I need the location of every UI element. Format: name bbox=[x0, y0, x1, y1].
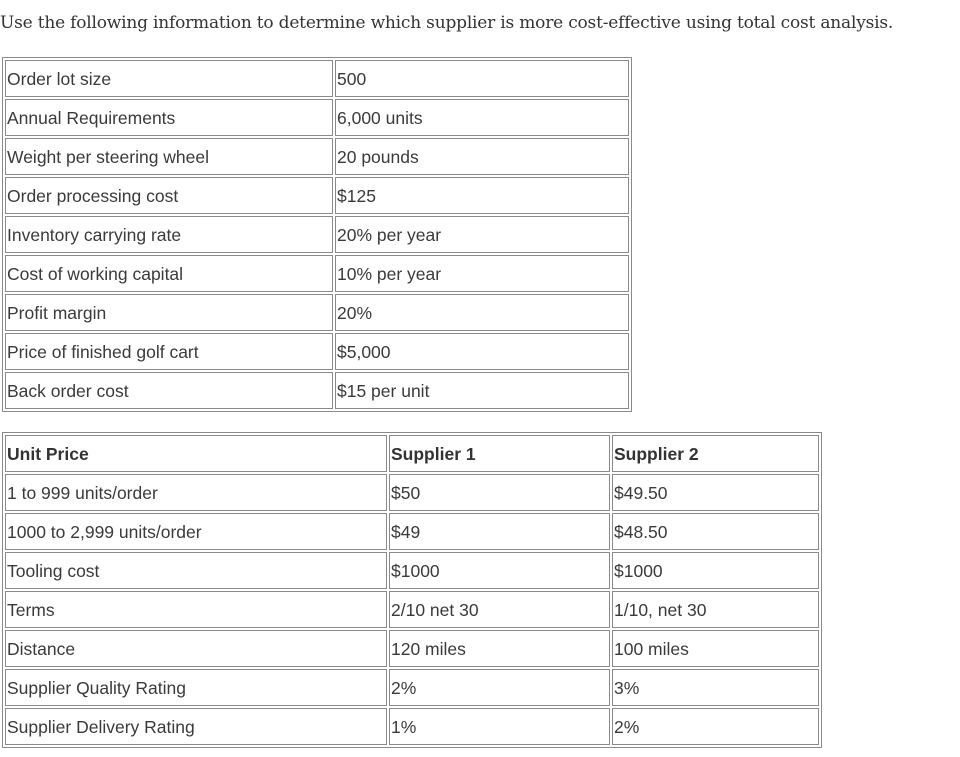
table-row bbox=[5, 294, 629, 331]
row-label: Tooling cost bbox=[5, 552, 387, 589]
row-label: Distance bbox=[5, 630, 387, 667]
table-row bbox=[5, 60, 629, 97]
parameter-value: 20% per year bbox=[335, 216, 629, 253]
column-header-supplier-2: Supplier 2 bbox=[612, 435, 819, 472]
parameter-label: Back order cost bbox=[5, 372, 333, 409]
parameter-value: 6,000 units bbox=[335, 99, 629, 136]
column-header-supplier-1: Supplier 1 bbox=[389, 435, 610, 472]
parameter-label: Profit margin bbox=[5, 294, 333, 331]
parameter-label: Order processing cost bbox=[5, 177, 333, 214]
row-label: Supplier Quality Rating bbox=[5, 669, 387, 706]
table-row bbox=[5, 552, 819, 589]
table-row bbox=[5, 255, 629, 292]
parameter-value: 20% bbox=[335, 294, 629, 331]
table-row bbox=[5, 216, 629, 253]
row-label: Supplier Delivery Rating bbox=[5, 708, 387, 745]
parameter-label: Price of finished golf cart bbox=[5, 333, 333, 370]
table-row bbox=[5, 591, 819, 628]
cost-parameters-table bbox=[2, 57, 632, 412]
supplier-1-value: $50 bbox=[389, 474, 610, 511]
supplier-1-value: 2% bbox=[389, 669, 610, 706]
parameter-label: Order lot size bbox=[5, 60, 333, 97]
supplier-1-value: $49 bbox=[389, 513, 610, 550]
supplier-2-value: $48.50 bbox=[612, 513, 819, 550]
table-row bbox=[5, 708, 819, 745]
intro-text: Use the following information to determine which supplier is more cost-effective using total cost analysis. bbox=[0, 13, 894, 33]
parameter-value: $15 per unit bbox=[335, 372, 629, 409]
supplier-2-value: 1/10, net 30 bbox=[612, 591, 819, 628]
parameter-label: Cost of working capital bbox=[5, 255, 333, 292]
supplier-2-value: 100 miles bbox=[612, 630, 819, 667]
supplier-1-value: 1% bbox=[389, 708, 610, 745]
row-label: Terms bbox=[5, 591, 387, 628]
parameter-value: 20 pounds bbox=[335, 138, 629, 175]
supplier-2-value: $1000 bbox=[612, 552, 819, 589]
supplier-2-value: $49.50 bbox=[612, 474, 819, 511]
table-row bbox=[5, 513, 819, 550]
table-row bbox=[5, 372, 629, 409]
table-row bbox=[5, 333, 629, 370]
table-row bbox=[5, 138, 629, 175]
table-row bbox=[5, 177, 629, 214]
table-row bbox=[5, 630, 819, 667]
table-row bbox=[5, 669, 819, 706]
supplier-1-value: 120 miles bbox=[389, 630, 610, 667]
parameter-label: Inventory carrying rate bbox=[5, 216, 333, 253]
parameter-label: Weight per steering wheel bbox=[5, 138, 333, 175]
column-header-unit-price: Unit Price bbox=[5, 435, 387, 472]
supplier-1-value: $1000 bbox=[389, 552, 610, 589]
row-label: 1 to 999 units/order bbox=[5, 474, 387, 511]
table-row bbox=[5, 474, 819, 511]
supplier-1-value: 2/10 net 30 bbox=[389, 591, 610, 628]
parameter-value: $5,000 bbox=[335, 333, 629, 370]
supplier-2-value: 2% bbox=[612, 708, 819, 745]
parameter-value: 500 bbox=[335, 60, 629, 97]
table-header-row bbox=[5, 435, 819, 472]
supplier-2-value: 3% bbox=[612, 669, 819, 706]
parameter-label: Annual Requirements bbox=[5, 99, 333, 136]
table-row bbox=[5, 99, 629, 136]
supplier-comparison-table bbox=[2, 432, 822, 748]
row-label: 1000 to 2,999 units/order bbox=[5, 513, 387, 550]
parameter-value: $125 bbox=[335, 177, 629, 214]
parameter-value: 10% per year bbox=[335, 255, 629, 292]
